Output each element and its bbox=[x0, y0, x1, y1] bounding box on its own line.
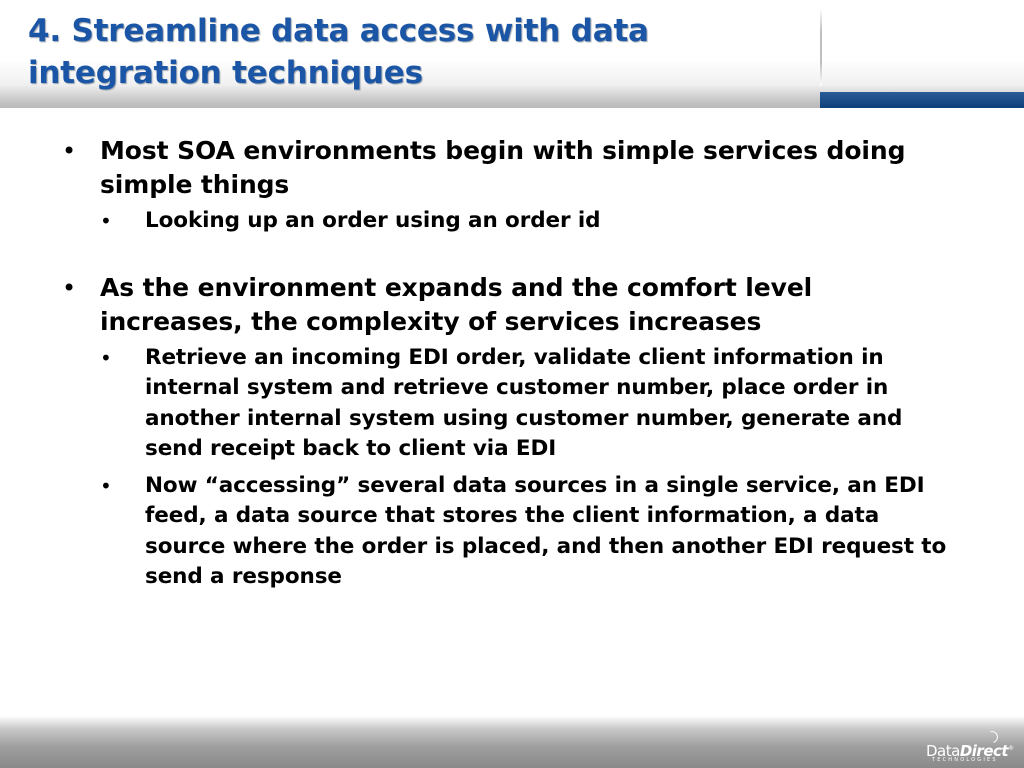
header-accent-bar bbox=[820, 92, 1024, 108]
sub-bullet-item bbox=[100, 471, 960, 593]
bullet-text: As the environment expands and the comfort level increases, the complexity of services increases bbox=[100, 272, 813, 336]
datadirect-logo bbox=[926, 740, 1016, 764]
logo-tagline: TECHNOLOGIES bbox=[932, 757, 998, 763]
sub-bullet-list bbox=[100, 206, 960, 237]
sub-bullet-text: Looking up an order using an order id bbox=[145, 208, 601, 233]
content-body bbox=[60, 134, 960, 599]
logo-word-bold: Direct bbox=[959, 742, 1009, 760]
footer-band bbox=[0, 716, 1024, 768]
header-divider bbox=[820, 8, 822, 86]
sub-bullet-item bbox=[100, 206, 960, 237]
sub-bullet-text: Now “accessing” several data sources in a single service, an EDI feed, a data source that stores the client information, a data source where the order is placed, and then another EDI request to send a response bbox=[145, 472, 947, 589]
sub-bullet-dot: • bbox=[100, 209, 112, 233]
logo-trademark: ® bbox=[1008, 745, 1014, 752]
bullet-spacer bbox=[60, 243, 960, 271]
bullet-dot: • bbox=[62, 137, 77, 165]
sub-bullet-dot: • bbox=[100, 473, 112, 498]
sub-bullet-item bbox=[100, 343, 960, 465]
sub-bullet-list bbox=[100, 343, 960, 593]
bullet-text: Most SOA environments begin with simple services doing simple things bbox=[100, 136, 906, 199]
bullet-item bbox=[60, 271, 960, 593]
bullet-item bbox=[60, 134, 960, 237]
slide-title: 4. Streamline data access with data integration techniques bbox=[28, 13, 649, 91]
logo-word-regular: Data bbox=[926, 742, 960, 760]
sub-bullet-text: Retrieve an incoming EDI order, validate client information in internal system and retrieve customer number, place order in another internal system using customer number, generate and send receipt back to client via EDI bbox=[145, 344, 903, 461]
sub-bullet-dot: • bbox=[100, 345, 112, 370]
bullet-dot: • bbox=[62, 273, 77, 302]
